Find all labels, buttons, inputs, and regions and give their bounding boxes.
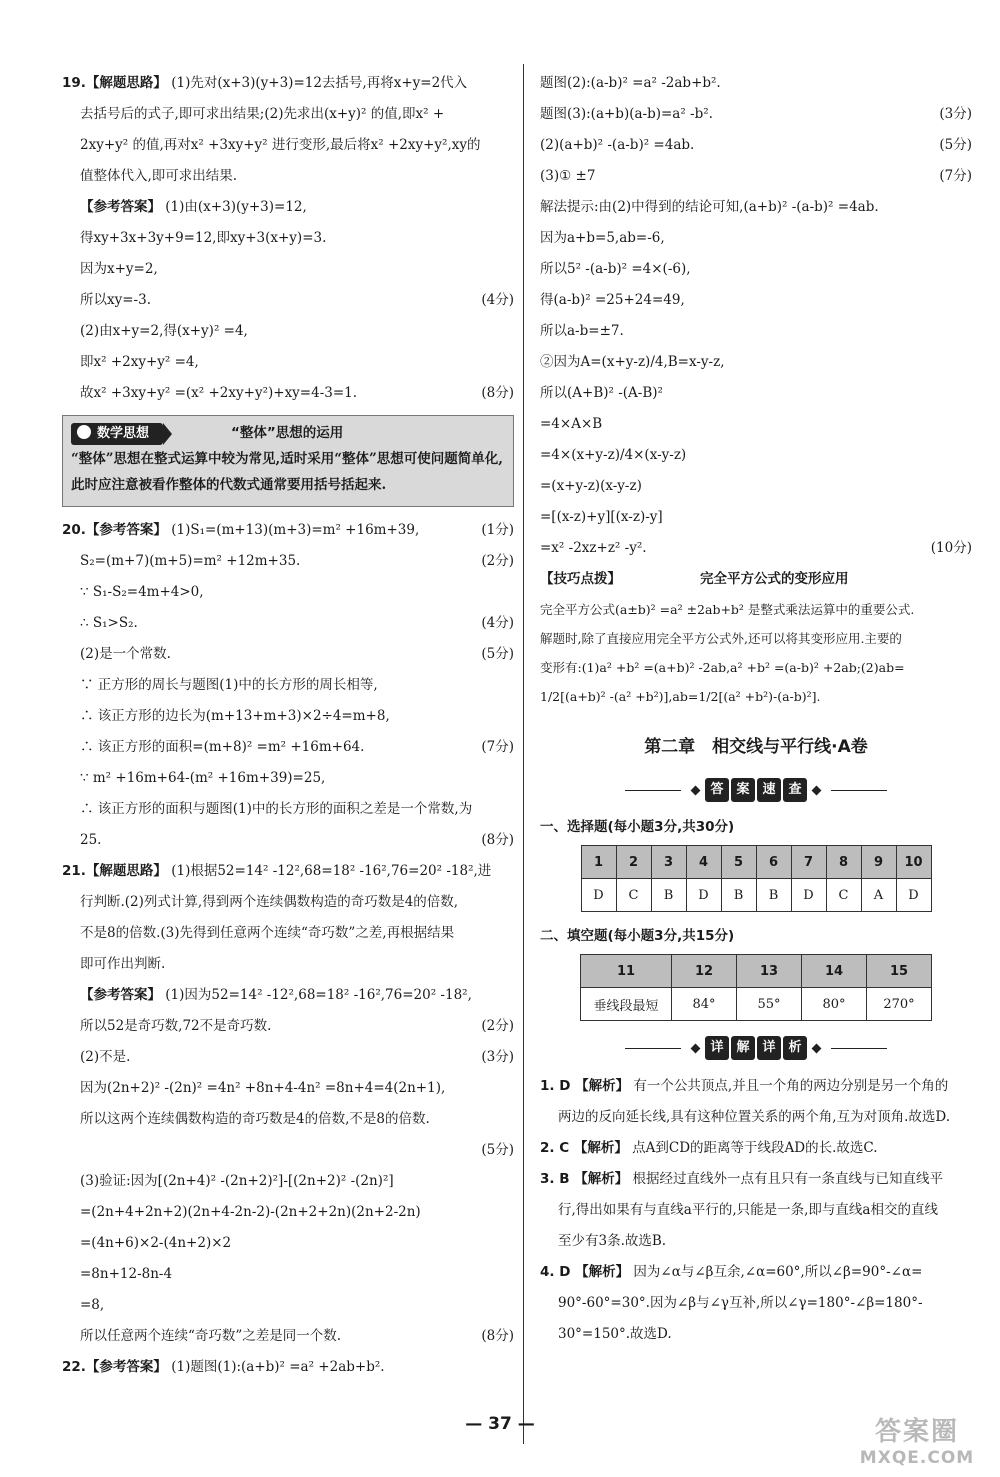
- question-number-cell: 3: [651, 846, 686, 879]
- banner-char: 案: [731, 778, 755, 802]
- text-line: [540, 347, 972, 378]
- answer-cell: C: [616, 879, 651, 912]
- tip-tag: 【技巧点拨】: [540, 571, 621, 587]
- diamond-icon: [691, 785, 701, 795]
- tip-line: 1/2[(a+b)² -(a² +b²)],ab=1/2[(a² +b²)-(a-b)²].: [540, 689, 821, 704]
- line-text: (3)验证:因为[(2n+4)² -(2n+2)²]-[(2n+2)² -(2n)²]: [80, 1173, 394, 1189]
- answer-cell: 84°: [672, 988, 737, 1021]
- question-number-cell: 1: [581, 846, 616, 879]
- score-marker: (5分): [481, 646, 514, 662]
- right-column: [540, 68, 972, 1350]
- text-line: [540, 1102, 972, 1133]
- line-text: (2)是一个常数.: [80, 646, 171, 662]
- banner-char: 析: [783, 1036, 807, 1060]
- text-line: [62, 347, 514, 378]
- watermark-logo: [842, 1416, 992, 1472]
- banner-char: 详: [705, 1036, 729, 1060]
- line-text: 30°=150°.故选D.: [558, 1326, 672, 1342]
- text-line: [62, 732, 514, 763]
- question-number-cell: 5: [721, 846, 756, 879]
- score-marker: (8分): [481, 1328, 514, 1344]
- question-number-cell: 15: [867, 955, 932, 988]
- line-text: 故x² +3xy+y² =(x² +2xy+y²)+xy=4-3=1.: [80, 385, 358, 401]
- banner-char: 速: [757, 778, 781, 802]
- line-text: ∵ 正方形的周长与题图(1)中的长方形的周长相等,: [80, 677, 378, 693]
- score-marker: (7分): [939, 168, 972, 184]
- answer-cell: B: [756, 879, 791, 912]
- score-marker: (1分): [481, 522, 514, 538]
- line-text: ∵ m² +16m+64-(m² +16m+39)=25,: [80, 770, 326, 786]
- line-text: =8n+12-8n-4: [80, 1266, 173, 1282]
- text-line: [540, 378, 972, 409]
- line-text: ∴ 该正方形的面积=(m+8)² =m² +16m+64.: [80, 739, 365, 755]
- question-number-cell: 12: [672, 955, 737, 988]
- line-text: 90°-60°=30°.因为∠β与∠γ互补,所以∠γ=180°-∠β=180°-: [558, 1295, 923, 1311]
- question-number-cell: 7: [791, 846, 826, 879]
- section-fill-blank: 二、填空题(每小题3分,共15分): [540, 928, 735, 944]
- banner-rule: [625, 1048, 681, 1049]
- line-text: 题图(3):(a+b)(a-b)=a² -b².: [540, 106, 713, 122]
- text-line: [540, 1133, 972, 1164]
- score-marker: (5分): [939, 137, 972, 153]
- question-number-cell: 6: [756, 846, 791, 879]
- text-line: [540, 1226, 972, 1257]
- line-text: 得(a-b)² =25+24=49,: [540, 292, 685, 308]
- banner-char: 查: [783, 778, 807, 802]
- line-text: 即可作出判断.: [80, 956, 166, 972]
- question-number-cell: 13: [737, 955, 802, 988]
- line-text: =4×(x+y-z)/4×(x-y-z): [540, 447, 687, 463]
- table-header-row: [581, 846, 931, 879]
- text-line: [62, 918, 514, 949]
- line-text: ∵ S₁-S₂=4m+4>0,: [80, 584, 204, 600]
- line-text: (1)先对(x+3)(y+3)=12去括号,再将x+y=2代入: [166, 75, 468, 91]
- text-line: [62, 639, 514, 670]
- question-label: 20.【参考答案】: [62, 522, 167, 538]
- table-answer-row: [581, 988, 932, 1021]
- q22-continuation: [540, 68, 972, 564]
- line-text: (2)不是.: [80, 1049, 131, 1065]
- question-label: 3. B 【解析】: [540, 1171, 629, 1187]
- chapter-title: 第二章 相交线与平行线·A卷: [644, 737, 868, 757]
- line-text: 去括号后的式子,即可求出结果;(2)先求出(x+y)² 的值,即x² +: [80, 106, 445, 122]
- question-number-cell: 2: [616, 846, 651, 879]
- left-column: [62, 68, 514, 1383]
- line-text: 行判断.(2)列式计算,得到两个连续偶数构造的奇巧数是4的倍数,: [80, 894, 459, 910]
- tip-section: [540, 564, 972, 711]
- chevron-right-icon: [163, 423, 172, 445]
- score-marker: (4分): [481, 292, 514, 308]
- text-line: [62, 1166, 514, 1197]
- line-text: =(x+y-z)(x-y-z): [540, 478, 642, 494]
- text-line: [62, 161, 514, 192]
- question-label: 4. D 【解析】: [540, 1264, 630, 1280]
- text-line: [540, 99, 972, 130]
- text-line: [62, 1135, 514, 1166]
- text-line: [62, 794, 514, 825]
- text-line: [62, 825, 514, 856]
- banner-char: 解: [731, 1036, 755, 1060]
- banner-char: 答: [705, 778, 729, 802]
- score-marker: (7分): [481, 739, 514, 755]
- line-text: 点A到CD的距离等于线段AD的长.故选C.: [627, 1140, 878, 1156]
- answer-cell: D: [896, 879, 931, 912]
- box-body: “整体”思想在整式运算中较为常见,适时采用“整体”思想可使问题简单化,此时应注意被看作整体的代数式通常要用括号括起来.: [71, 451, 503, 493]
- answer-cell: 垂线段最短: [581, 988, 672, 1021]
- text-line: [62, 1321, 514, 1352]
- line-text: 25.: [80, 832, 102, 848]
- text-line: [540, 68, 972, 99]
- score-marker: (2分): [481, 1018, 514, 1034]
- box-header: [71, 420, 505, 446]
- line-text: 行,得出如果有与直线a平行的,只能是一条,即与直线a相交的直线: [558, 1202, 938, 1218]
- text-line: [540, 533, 972, 564]
- diamond-icon: [812, 1043, 822, 1053]
- fill-blank-table: [580, 954, 932, 1021]
- text-line: [62, 1197, 514, 1228]
- score-marker: (8分): [481, 832, 514, 848]
- line-text: (2)(a+b)² -(a-b)² =4ab.: [540, 137, 695, 153]
- line-text: 所以(A+B)² -(A-B)²: [540, 385, 663, 401]
- question-label: 【参考答案】: [80, 987, 161, 1003]
- line-text: =x² -2xz+z² -y².: [540, 540, 647, 556]
- text-line: [62, 1073, 514, 1104]
- line-text: 所以这两个连续偶数构造的奇巧数是4的倍数,不是8的倍数.: [80, 1111, 430, 1127]
- line-text: 2xy+y² 的值,再对x² +3xy+y² 进行变形,最后将x² +2xy+y²,xy的: [80, 137, 481, 153]
- text-line: [62, 949, 514, 980]
- explanations: [540, 1071, 972, 1350]
- text-line: [62, 980, 514, 1011]
- question-number-cell: 8: [826, 846, 861, 879]
- line-text: 即x² +2xy+y² =4,: [80, 354, 199, 370]
- text-line: [540, 1319, 972, 1350]
- question-label: 22.【参考答案】: [62, 1359, 167, 1375]
- question-number-cell: 14: [802, 955, 867, 988]
- line-text: 根据经过直线外一点有且只有一条直线与已知直线平: [628, 1171, 944, 1187]
- answer-cell: 80°: [802, 988, 867, 1021]
- text-line: [62, 670, 514, 701]
- question-label: 1. D 【解析】: [540, 1078, 630, 1094]
- line-text: =(2n+4+2n+2)(2n+4-2n-2)-(2n+2+2n)(2n+2-2n): [80, 1204, 421, 1220]
- text-line: [62, 223, 514, 254]
- text-line: [540, 285, 972, 316]
- line-text: 值整体代入,即可求出结果.: [80, 168, 238, 184]
- line-text: ∴ S₁>S₂.: [80, 615, 138, 631]
- text-line: [62, 378, 514, 409]
- question-number-cell: 11: [581, 955, 672, 988]
- line-text: 所以5² -(a-b)² =4×(-6),: [540, 261, 691, 277]
- banner-rule: [831, 1048, 887, 1049]
- banner-rule: [831, 790, 887, 791]
- line-text: 至少有3条.故选B.: [558, 1233, 667, 1249]
- text-line: [540, 223, 972, 254]
- question-label: 【参考答案】: [80, 199, 161, 215]
- answer-cell: A: [861, 879, 896, 912]
- line-text: 解法提示:由(2)中得到的结论可知,(a+b)² -(a-b)² =4ab.: [540, 199, 879, 215]
- box-badge-label: 数学思想: [97, 426, 150, 441]
- text-line: [62, 1352, 514, 1383]
- multiple-choice-table: [581, 845, 932, 912]
- text-line: [62, 316, 514, 347]
- line-text: 因为a+b=5,ab=-6,: [540, 230, 665, 246]
- banner-rule: [625, 790, 681, 791]
- line-text: 因为x+y=2,: [80, 261, 158, 277]
- table-answer-row: [581, 879, 931, 912]
- text-line: [540, 502, 972, 533]
- text-line: [540, 161, 972, 192]
- score-marker: (2分): [481, 553, 514, 569]
- question-label: 2. C 【解析】: [540, 1140, 628, 1156]
- answer-cell: 55°: [737, 988, 802, 1021]
- text-line: [62, 856, 514, 887]
- text-line: [62, 192, 514, 223]
- question-number-cell: 9: [861, 846, 896, 879]
- page-number: — 37 —: [465, 1414, 535, 1434]
- text-line: [62, 1104, 514, 1135]
- text-line: [62, 887, 514, 918]
- text-line: [62, 1290, 514, 1321]
- line-text: 不是8的倍数.(3)先得到任意两个连续“奇巧数”之差,再根据结果: [80, 925, 455, 941]
- line-text: 得xy+3x+3y+9=12,即xy+3(x+y)=3.: [80, 230, 327, 246]
- score-marker: (3分): [481, 1049, 514, 1065]
- text-line: [540, 192, 972, 223]
- score-marker: (8分): [481, 385, 514, 401]
- score-marker: (10分): [930, 540, 972, 556]
- box-badge: [71, 423, 163, 445]
- line-text: S₂=(m+7)(m+5)=m² +12m+35.: [80, 553, 301, 569]
- math-thinking-box: [62, 415, 514, 507]
- text-line: [62, 68, 514, 99]
- watermark-text: 答案圈: [874, 1417, 959, 1447]
- line-text: 题图(2):(a-b)² =a² -2ab+b².: [540, 75, 721, 91]
- text-line: [62, 577, 514, 608]
- line-text: 所以52是奇巧数,72不是奇巧数.: [80, 1018, 272, 1034]
- text-line: [62, 515, 514, 546]
- line-text: 有一个公共顶点,并且一个角的两边分别是另一个角的: [629, 1078, 949, 1094]
- tip-line: 完全平方公式(a±b)² =a² ±2ab+b² 是整式乘法运算中的重要公式.: [540, 602, 915, 617]
- text-line: [62, 546, 514, 577]
- line-text: (1)题图(1):(a+b)² =a² +2ab+b².: [166, 1359, 385, 1375]
- line-text: 因为∠α与∠β互余,∠α=60°,所以∠β=90°-∠α=: [629, 1264, 923, 1280]
- text-line: [540, 254, 972, 285]
- answer-cell: C: [826, 879, 861, 912]
- tip-title: 完全平方公式的变形应用: [700, 571, 849, 587]
- lightbulb-icon: [77, 425, 91, 439]
- banner-badge: [687, 778, 825, 802]
- line-text: (1)S₁=(m+13)(m+3)=m² +16m+39,: [166, 522, 420, 538]
- banner-char: 详: [757, 1036, 781, 1060]
- text-line: [62, 608, 514, 639]
- score-marker: (5分): [481, 1142, 514, 1158]
- detailed-analysis-banner: [540, 1031, 972, 1065]
- text-line: [62, 99, 514, 130]
- line-text: =(4n+6)×2-(4n+2)×2: [80, 1235, 232, 1251]
- answer-cell: D: [581, 879, 616, 912]
- score-marker: (3分): [939, 106, 972, 122]
- text-line: [62, 701, 514, 732]
- text-line: [62, 1259, 514, 1290]
- text-line: [62, 1228, 514, 1259]
- line-text: =4×A×B: [540, 416, 603, 432]
- tip-line: 变形有:(1)a² +b² =(a+b)² -2ab,a² +b² =(a-b)² +2ab;(2)ab=: [540, 660, 905, 675]
- question-label: 21.【解题思路】: [62, 863, 167, 879]
- line-text: 因为(2n+2)² -(2n)² =4n² +8n+4-4n² =8n+4=4(2n+1),: [80, 1080, 446, 1096]
- text-line: [540, 1071, 972, 1102]
- line-text: 所以xy=-3.: [80, 292, 151, 308]
- box-title: “整体”思想的运用: [231, 425, 344, 441]
- line-text: ∴ 该正方形的边长为(m+13+m+3)×2÷4=m+8,: [80, 708, 390, 724]
- text-line: [540, 1164, 972, 1195]
- answer-cell: B: [721, 879, 756, 912]
- question-number-cell: 4: [686, 846, 721, 879]
- line-text: (1)由(x+3)(y+3)=12,: [161, 199, 307, 215]
- answer-cell: D: [686, 879, 721, 912]
- line-text: ②因为A=(x+y-z)/4,B=x-y-z,: [540, 354, 725, 370]
- line-text: (1)因为52=14² -12²,68=18² -16²,76=20² -18²,: [161, 987, 472, 1003]
- answer-cell: D: [791, 879, 826, 912]
- line-text: (3)① ±7: [540, 168, 596, 184]
- text-line: [62, 254, 514, 285]
- text-line: [62, 285, 514, 316]
- line-text: ∴ 该正方形的面积与题图(1)中的长方形的面积之差是一个常数,为: [80, 801, 473, 817]
- tip-body: [540, 595, 972, 711]
- line-text: 两边的反向延长线,具有这种位置关系的两个角,互为对顶角.故选D.: [558, 1109, 951, 1125]
- table-header-row: [581, 955, 932, 988]
- text-line: [62, 1011, 514, 1042]
- line-text: =[(x-z)+y][(x-z)-y]: [540, 509, 663, 525]
- text-line: [540, 1257, 972, 1288]
- text-line: [540, 1195, 972, 1226]
- answer-cell: B: [651, 879, 686, 912]
- text-line: [540, 471, 972, 502]
- line-text: (1)根据52=14² -12²,68=18² -16²,76=20² -18²,进: [166, 863, 492, 879]
- line-text: 所以a-b=±7.: [540, 323, 624, 339]
- text-line: [62, 130, 514, 161]
- column-divider: [523, 64, 524, 1444]
- line-text: (2)由x+y=2,得(x+y)² =4,: [80, 323, 248, 339]
- diamond-icon: [691, 1043, 701, 1053]
- line-text: 所以任意两个连续“奇巧数”之差是同一个数.: [80, 1328, 342, 1344]
- answer-cell: 270°: [867, 988, 932, 1021]
- text-line: [540, 440, 972, 471]
- score-marker: (4分): [481, 615, 514, 631]
- section-multiple-choice: 一、选择题(每小题3分,共30分): [540, 819, 735, 835]
- watermark-url: MXQE.COM: [859, 1448, 975, 1468]
- text-line: [540, 316, 972, 347]
- tip-header: [540, 564, 972, 595]
- text-line: [62, 763, 514, 794]
- question-number-cell: 10: [896, 846, 931, 879]
- question-label: 19.【解题思路】: [62, 75, 167, 91]
- text-line: [62, 1042, 514, 1073]
- text-line: [540, 1288, 972, 1319]
- text-line: [540, 409, 972, 440]
- answer-quick-check-banner: [540, 773, 972, 807]
- text-line: [540, 130, 972, 161]
- diamond-icon: [812, 785, 822, 795]
- tip-line: 解题时,除了直接应用完全平方公式外,还可以将其变形应用.主要的: [540, 631, 902, 646]
- banner-badge: [687, 1036, 825, 1060]
- line-text: =8,: [80, 1297, 105, 1313]
